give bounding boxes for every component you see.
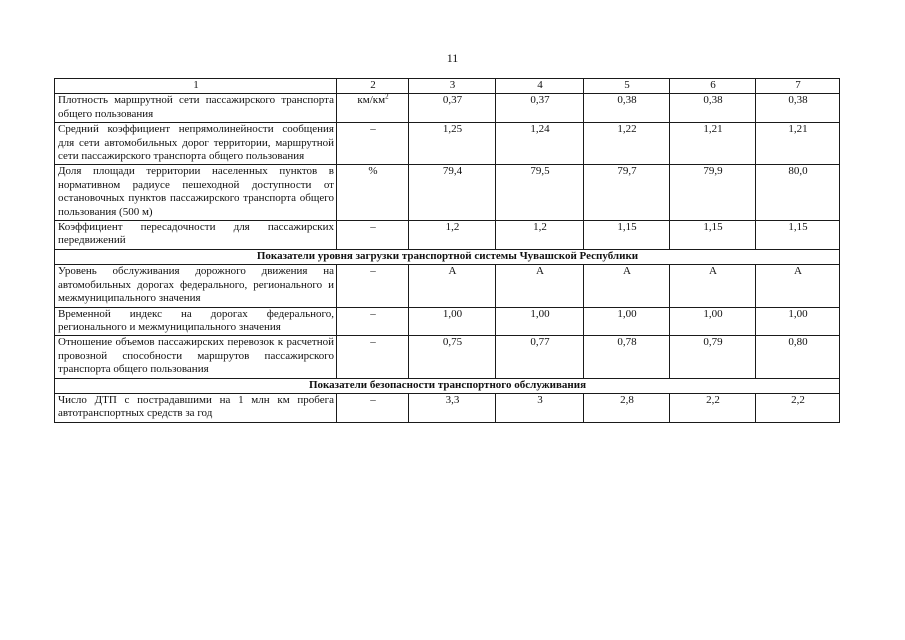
page-number: 11 xyxy=(446,51,459,65)
value-cell: 1,24 xyxy=(496,123,584,165)
value-cell: 2,2 xyxy=(670,393,756,422)
table-row xyxy=(55,123,840,165)
value-cell: 2,2 xyxy=(756,393,840,422)
column-number: 5 xyxy=(584,79,670,94)
value-cell: 3 xyxy=(496,393,584,422)
value-cell: 1,00 xyxy=(584,307,670,336)
unit-text: – xyxy=(370,265,376,278)
column-number-row xyxy=(55,79,840,94)
value-cell: А xyxy=(756,265,840,307)
value-cell: 0,80 xyxy=(756,336,840,378)
value-cell: 0,75 xyxy=(409,336,496,378)
value-cell: 1,21 xyxy=(756,123,840,165)
value-cell: А xyxy=(409,265,496,307)
value-cell: 1,00 xyxy=(756,307,840,336)
value-cell: 2,8 xyxy=(584,393,670,422)
table-row xyxy=(55,336,840,378)
column-number: 4 xyxy=(496,79,584,94)
section-title: Показатели уровня загрузки транспортной системы Чувашской Республики xyxy=(55,249,840,264)
table-row xyxy=(55,307,840,336)
unit-cell xyxy=(337,94,409,123)
value-cell: 79,7 xyxy=(584,165,670,221)
section-title: Показатели безопасности транспортного обслуживания xyxy=(55,378,840,393)
unit-text: км/км xyxy=(357,94,386,107)
unit-cell xyxy=(337,123,409,165)
value-cell: 79,9 xyxy=(670,165,756,221)
table-row xyxy=(55,393,840,422)
unit-text: – xyxy=(370,221,376,234)
column-number: 1 xyxy=(55,79,337,94)
unit-cell xyxy=(337,393,409,422)
unit-exponent: 2 xyxy=(385,92,389,101)
value-cell: А xyxy=(670,265,756,307)
indicator-name: Доля площади территории населенных пунктов в нормативном радиусе пешеходной доступности от остановочных пунктов пассажирского транспорта общего пользования (500 м) xyxy=(55,165,337,221)
unit-text: – xyxy=(370,393,376,406)
value-cell: 0,79 xyxy=(670,336,756,378)
value-cell: 1,25 xyxy=(409,123,496,165)
indicator-name: Число ДТП с пострадавшими на 1 млн км пробега автотранспортных средств за год xyxy=(55,393,337,422)
value-cell: 0,38 xyxy=(584,94,670,123)
value-cell: 0,37 xyxy=(409,94,496,123)
unit-cell xyxy=(337,221,409,250)
value-cell: 0,77 xyxy=(496,336,584,378)
value-cell: 1,21 xyxy=(670,123,756,165)
value-cell: 0,78 xyxy=(584,336,670,378)
value-cell: 1,2 xyxy=(409,221,496,250)
value-cell: 80,0 xyxy=(756,165,840,221)
unit-text: – xyxy=(370,336,376,349)
column-number: 2 xyxy=(337,79,409,94)
indicator-name: Коэффициент пересадочности для пассажирских передвижений xyxy=(55,221,337,250)
value-cell: 0,38 xyxy=(756,94,840,123)
unit-cell xyxy=(337,265,409,307)
column-number: 7 xyxy=(756,79,840,94)
value-cell: А xyxy=(584,265,670,307)
indicators-table xyxy=(54,78,840,423)
indicator-name: Средний коэффициент непрямолинейности сообщения для сети автомобильных дорог территории, маршрутной сети пассажирского транспорта общего пользования xyxy=(55,123,337,165)
unit-text: – xyxy=(370,123,376,136)
unit-text: % xyxy=(368,165,378,178)
unit-cell xyxy=(337,336,409,378)
column-number: 6 xyxy=(670,79,756,94)
value-cell: 1,15 xyxy=(756,221,840,250)
table-row xyxy=(55,221,840,250)
section-row xyxy=(55,378,840,393)
indicator-name: Уровень обслуживания дорожного движения на автомобильных дорогах федерального, регионального и межмуниципального значения xyxy=(55,265,337,307)
unit-cell xyxy=(337,165,409,221)
indicator-name: Отношение объемов пассажирских перевозок к расчетной провозной способности маршрутов пассажирского транспорта общего пользования xyxy=(55,336,337,378)
column-number: 3 xyxy=(409,79,496,94)
value-cell: 79,4 xyxy=(409,165,496,221)
indicator-name: Временной индекс на дорогах федерального, регионального и межмуниципального значения xyxy=(55,307,337,336)
value-cell: 0,37 xyxy=(496,94,584,123)
value-cell: 79,5 xyxy=(496,165,584,221)
table-body xyxy=(55,79,840,423)
value-cell: 1,00 xyxy=(409,307,496,336)
value-cell: 1,2 xyxy=(496,221,584,250)
table-row xyxy=(55,265,840,307)
value-cell: А xyxy=(496,265,584,307)
value-cell: 1,22 xyxy=(584,123,670,165)
unit-text: – xyxy=(370,307,376,320)
section-row xyxy=(55,249,840,264)
unit-cell xyxy=(337,307,409,336)
value-cell: 1,15 xyxy=(584,221,670,250)
value-cell: 0,38 xyxy=(670,94,756,123)
table-row xyxy=(55,165,840,221)
table-row xyxy=(55,94,840,123)
value-cell: 1,00 xyxy=(496,307,584,336)
value-cell: 1,00 xyxy=(670,307,756,336)
indicator-name: Плотность маршрутной сети пассажирского транспорта общего пользования xyxy=(55,94,337,123)
value-cell: 1,15 xyxy=(670,221,756,250)
value-cell: 3,3 xyxy=(409,393,496,422)
